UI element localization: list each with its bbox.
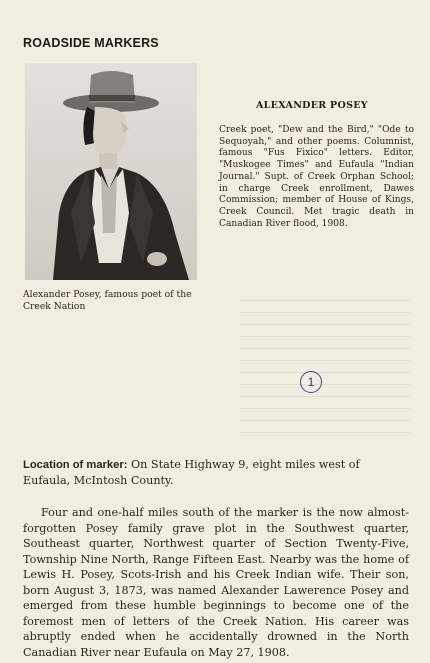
portrait-photo [25,63,197,280]
bleed-through-texture [240,300,410,440]
location-line [23,457,409,489]
photo-caption: Alexander Posey, famous poet of the Creek Nation [23,289,192,312]
bio-title: ALEXANDER POSEY [256,100,368,111]
bio-text: Creek poet, "Dew and the Bird," "Ode to Sequoyah," and other poems. Columnist, famous "Fus Fixico" letters. Editor, "Muskogee Times" and Eufaula "Indian Journal." Supt. of Creek Orphan School; in charge Creek enrollment, Dawes Commission; member of House of Kings, Creek Council. Met tragic death in Canadian River flood, 1908. [219,125,414,229]
section-header: ROADSIDE MARKERS [23,36,159,50]
location-text: On State Highway 9, eight miles west of Eufaula, McIntosh County. [23,458,360,487]
portrait-illustration [25,63,197,280]
marker-number: 1 [307,375,315,389]
location-label: Location of marker: [23,459,128,471]
body-paragraph: Four and one-half miles south of the marker is the now almost-forgotten Posey family grave plot in the Southwest quarter, Southeast quarter, Northwest quarter of Section Twenty-Five, Township Nine North, Range Fifteen East. Nearby was the home of Lewis H. Posey, Scots-Irish and his Creek Indian wife. Their son, born August 3, 1873, was named Alexander Lawerence Posey and emerged from these humble beginnings to become one of the foremost men of letters of the Creek Nation. His career was abruptly ended when he accidentally drowned in the North Canadian River near Eufaula on May 27, 1908. [23,506,409,659]
marker-number-badge [300,371,322,393]
